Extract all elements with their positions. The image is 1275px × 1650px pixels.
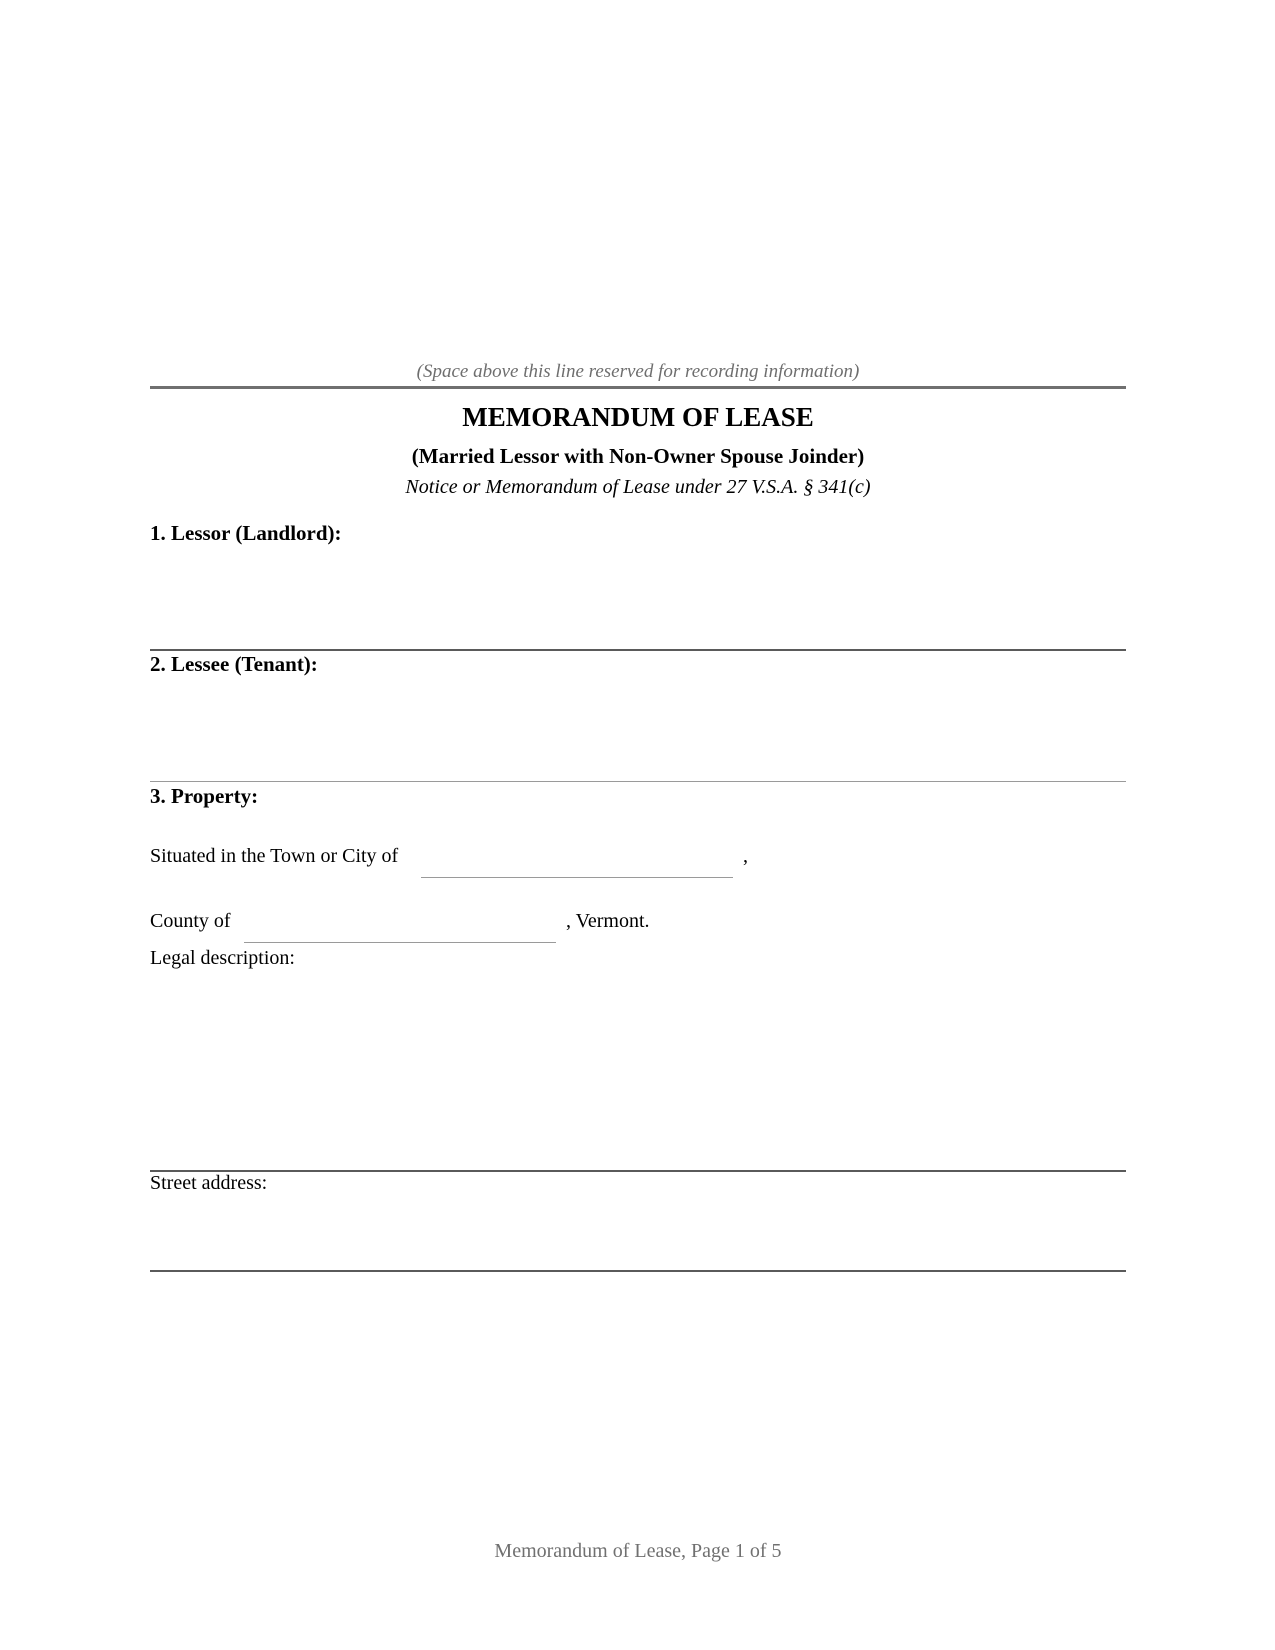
county-input[interactable] [244,908,556,934]
street-address-field[interactable] [150,1202,1126,1266]
town-suffix: , [743,845,748,867]
lessor-heading: 1. Lessor (Landlord): [150,521,342,545]
street-address-label: Street address: [150,1172,268,1194]
county-label: County of [150,910,231,932]
town-label: Situated in the Town or City of [150,845,399,867]
lessee-field-line [150,781,1126,782]
recording-space-note: (Space above this line reserved for recording information) [416,361,860,382]
document-subtitle: (Married Lessor with Non-Owner Spouse Joinder) [411,444,865,468]
county-suffix: , Vermont. [566,910,650,932]
legal-description-line [150,1170,1126,1172]
statute-reference: Notice or Memorandum of Lease under 27 V.S.A. § 341(c) [405,476,871,498]
lessor-field[interactable] [150,552,1126,642]
lessee-field[interactable] [150,684,1126,774]
page-footer: Memorandum of Lease, Page 1 of 5 [494,1540,782,1562]
town-input-line [421,876,733,878]
document-title: MEMORANDUM OF LEASE [462,402,814,432]
legal-description-label: Legal description: [150,947,295,969]
legal-description-field[interactable] [150,976,1126,1166]
county-input-line [244,941,556,943]
town-input[interactable] [421,843,733,869]
lessee-heading: 2. Lessee (Tenant): [150,652,318,676]
recording-divider-line [150,386,1126,389]
street-address-line [150,1270,1126,1272]
property-heading: 3. Property: [150,784,259,808]
